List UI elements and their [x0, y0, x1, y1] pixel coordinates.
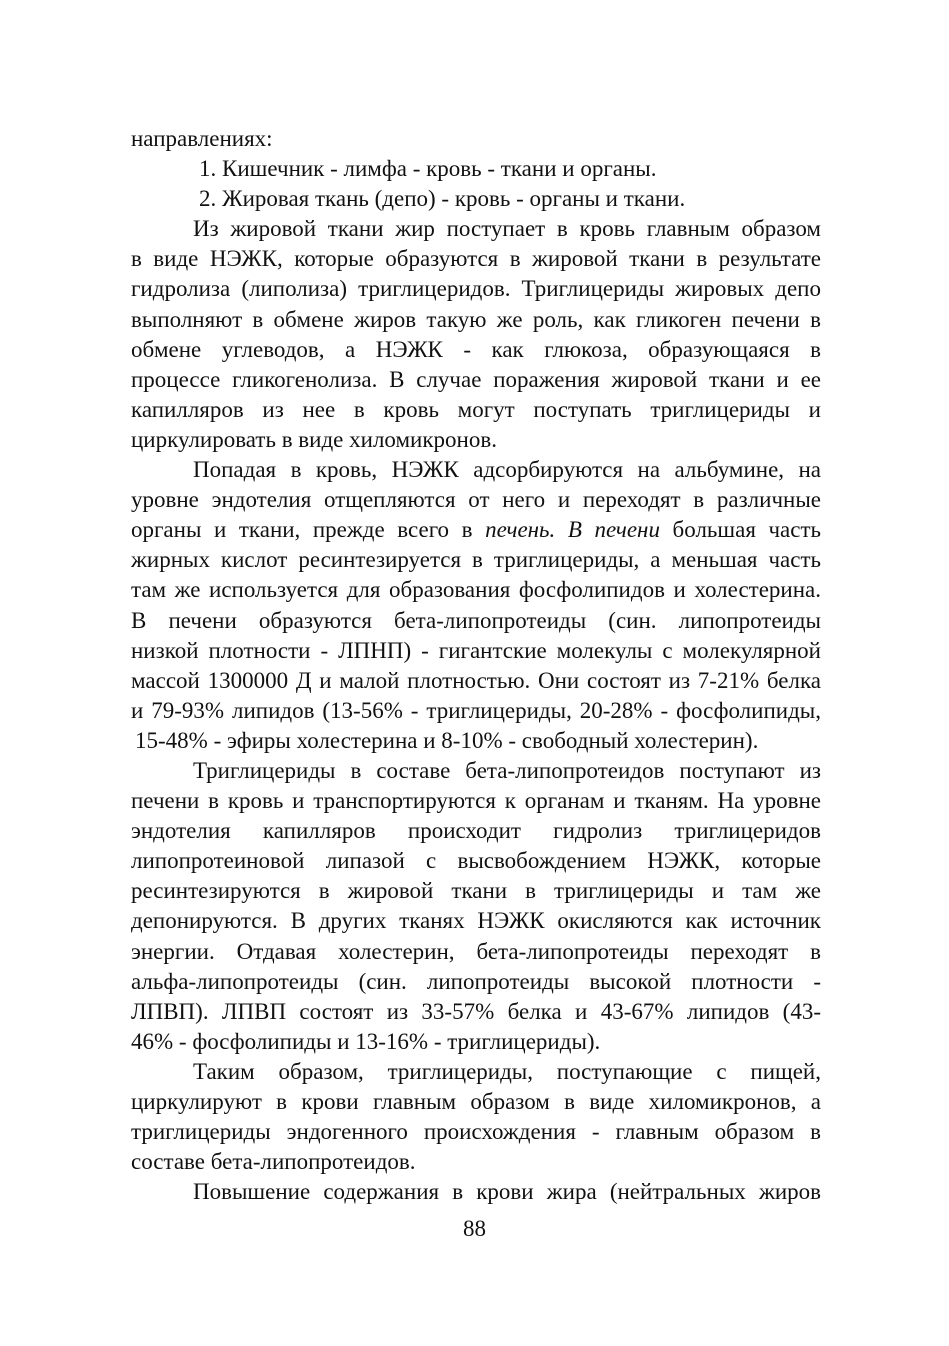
page-number: 88	[463, 1216, 486, 1241]
text-line: массой 1300000 Д и малой плотностью. Они состоят из 7-21% белка	[131, 667, 821, 693]
text-line: в виде НЭЖК, которые образуются в жировой ткани в результате	[131, 246, 821, 272]
text-line: печени в кровь и транспортируются к органам и тканям. На уровне	[131, 788, 821, 814]
italic-emphasis: печень. В печени	[485, 517, 660, 543]
text-line: уровне эндотелия отщепляются от него и переходят в различные	[131, 487, 821, 513]
text-line: депонируются. В других тканях НЭЖК окисляются как источник	[131, 908, 821, 934]
line-text-part: большая часть	[659, 517, 821, 543]
text-line: ЛПВП). ЛПВП состоят из 33-57% белка и 43-67% липидов (43-	[131, 998, 821, 1024]
text-line: 46% - фосфолипиды и 13-16% - триглицериды).	[131, 1028, 601, 1054]
text-line: направлениях:	[131, 126, 273, 151]
paragraph-first-line: Триглицериды в составе бета-липопротеидов поступают из	[193, 757, 821, 783]
text-line: составе бета-липопротеидов.	[131, 1149, 416, 1175]
paragraph-first-line: Попадая в кровь, НЭЖК адсорбируются на альбумине, на	[193, 457, 821, 483]
text-line: гидролиза (липолиза) триглицеридов. Триглицериды жировых депо	[131, 276, 821, 302]
text-line: альфа-липопротеиды (син. липопротеиды высокой плотности -	[131, 968, 821, 994]
text-line: выполняют в обмене жиров такую же роль, как гликоген печени в	[131, 306, 821, 332]
text-line: энергии. Отдавая холестерин, бета-липопротеиды переходят в	[131, 938, 821, 964]
text-line: капилляров из нее в кровь могут поступать триглицериды и	[131, 396, 821, 422]
text-line: и 79-93% липидов (13-56% - триглицериды, 20-28% - фосфолипиды,	[131, 697, 821, 723]
text-line: липопротеиновой липазой с высвобождением НЭЖК, которые	[131, 848, 821, 874]
text-line: низкой плотности - ЛПНП) - гигантские молекулы с молекулярной	[131, 637, 821, 663]
list-item-2: 2. Жировая ткань (депо) - кровь - органы и ткани.	[199, 186, 686, 212]
text-line: процессе гликогенолиза. В случае поражения жировой ткани и ее	[131, 366, 821, 392]
text-line: циркулируют в крови главным образом в виде хиломикронов, а	[131, 1089, 821, 1114]
text-line: циркулировать в виде хиломикронов.	[131, 426, 497, 452]
paragraph-first-line: Из жировой ткани жир поступает в кровь главным образом	[193, 216, 821, 242]
text-line: триглицериды эндогенного происхождения - главным образом в	[131, 1119, 821, 1145]
text-line: 15-48% - эфиры холестерина и 8-10% - свободный холестерин).	[135, 727, 759, 753]
paragraph-first-line: Таким образом, триглицериды, поступающие с пищей,	[193, 1058, 821, 1084]
paragraph-first-line: Повышение содержания в крови жира (нейтральных жиров	[193, 1179, 821, 1205]
line-text-part: органы и ткани, прежде всего в	[131, 517, 486, 543]
text-line: там же используется для образования фосфолипидов и холестерина.	[131, 577, 821, 603]
list-item-1: 1. Кишечник - лимфа - кровь - ткани и органы.	[199, 156, 657, 182]
page-body-text	[131, 124, 821, 1207]
text-line-with-italic	[131, 515, 821, 545]
text-line: эндотелия капилляров происходит гидролиз триглицеридов	[131, 818, 821, 844]
text-line: жирных кислот ресинтезируется в триглицериды, а меньшая часть	[131, 547, 821, 573]
text-line: ресинтезируются в жировой ткани в триглицериды и там же	[131, 878, 821, 904]
text-line: В печени образуются бета-липопротеиды (син. липопротеиды	[131, 607, 821, 633]
text-line: обмене углеводов, а НЭЖК - как глюкоза, образующаяся в	[131, 336, 821, 362]
